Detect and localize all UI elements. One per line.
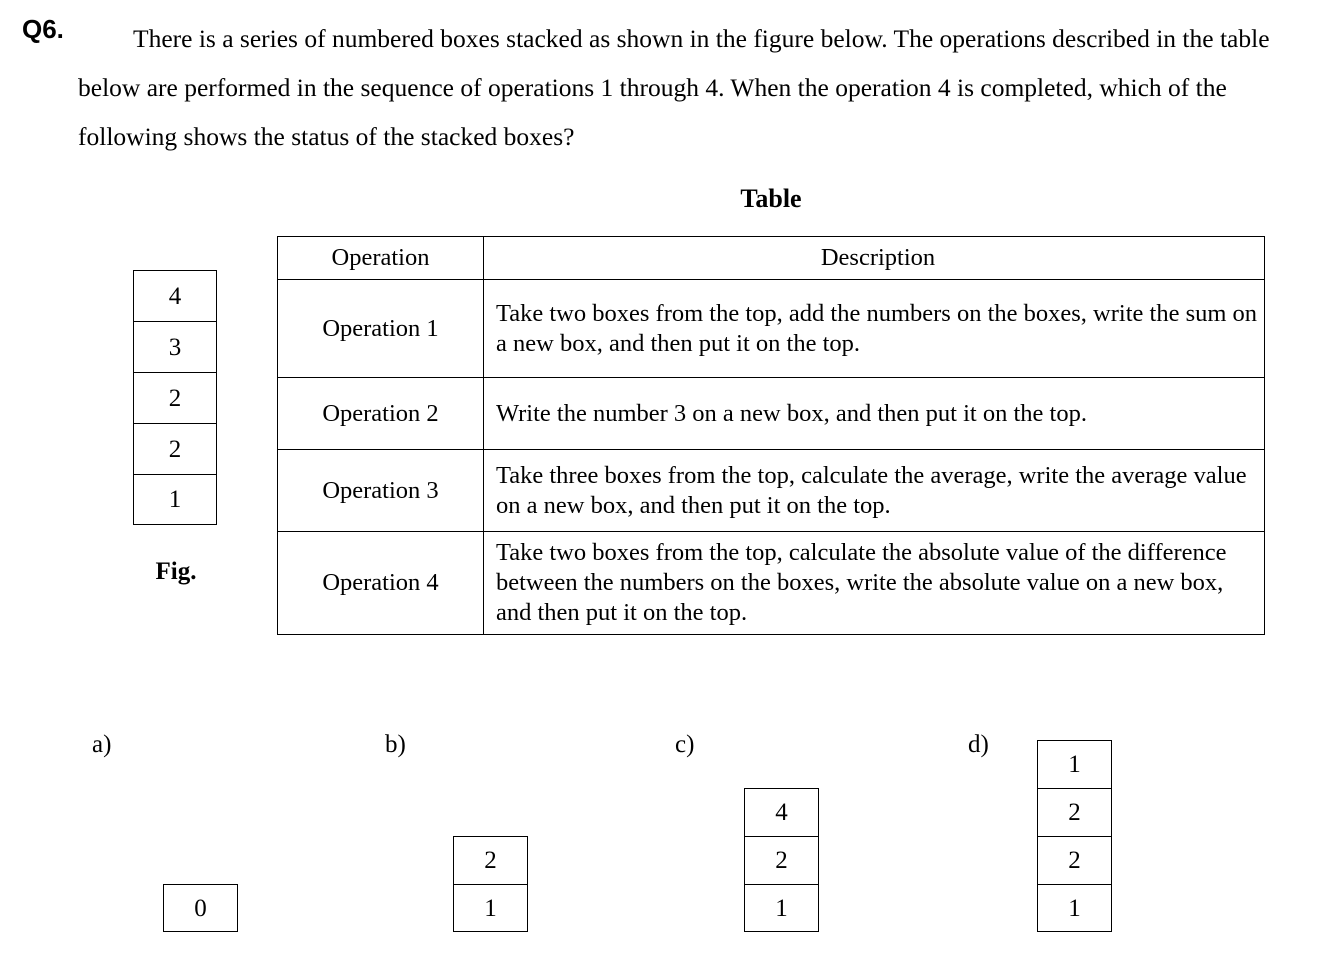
option-box: 1 <box>744 884 819 932</box>
figure-caption: Fig. <box>155 558 197 585</box>
option-box: 4 <box>744 788 819 836</box>
figure-box-stack <box>133 270 219 525</box>
operation-description-cell: Take two boxes from the top, add the numbers on the boxes, write the sum on a new box, and then put it on the top. <box>484 280 1265 378</box>
question-text: There is a series of numbered boxes stacked as shown in the figure below. The operations described in the table below are performed in the sequence of operations 1 through 4. When the operation 4 is completed, which of the following shows the status of the stacked boxes? <box>78 24 1270 151</box>
operation-name-cell: Operation 2 <box>278 378 484 450</box>
option-box: 2 <box>1037 836 1112 884</box>
question-number: Q6. <box>22 14 64 44</box>
option-stack-b[interactable] <box>453 836 528 932</box>
column-header-description: Description <box>484 237 1265 280</box>
option-label-b[interactable]: b) <box>385 731 406 758</box>
table-header-row <box>278 237 1265 280</box>
operation-description-cell: Take two boxes from the top, calculate the absolute value of the difference between the numbers on the boxes, write the absolute value on a new box, and then put it on the top. <box>484 532 1265 635</box>
operation-description-cell: Write the number 3 on a new box, and then put it on the top. <box>484 378 1265 450</box>
option-box: 0 <box>163 884 238 932</box>
figure-box: 4 <box>133 270 217 321</box>
table-row <box>278 378 1265 450</box>
operation-name-cell: Operation 1 <box>278 280 484 378</box>
table-title: Table <box>740 184 802 213</box>
option-stack-c[interactable] <box>744 788 819 932</box>
column-header-operation: Operation <box>278 237 484 280</box>
figure-box: 3 <box>133 321 217 372</box>
table-body <box>278 280 1265 635</box>
option-box: 1 <box>1037 884 1112 932</box>
operation-name-cell: Operation 3 <box>278 450 484 532</box>
option-box: 2 <box>744 836 819 884</box>
operations-table <box>277 236 1265 635</box>
option-label-c[interactable]: c) <box>675 731 695 758</box>
figure-box: 2 <box>133 423 217 474</box>
table-row <box>278 532 1265 635</box>
table-header <box>278 237 1265 280</box>
option-box: 2 <box>1037 788 1112 836</box>
table-row <box>278 280 1265 378</box>
operation-description-cell: Take three boxes from the top, calculate the average, write the average value on a new box, and then put it on the top. <box>484 450 1265 532</box>
figure-box: 2 <box>133 372 217 423</box>
option-label-a[interactable]: a) <box>92 731 112 758</box>
option-stack-a[interactable] <box>163 884 238 932</box>
figure-box: 1 <box>133 474 217 525</box>
option-box: 1 <box>453 884 528 932</box>
option-stack-d[interactable] <box>1037 740 1112 932</box>
table-row <box>278 450 1265 532</box>
option-box: 2 <box>453 836 528 884</box>
option-label-d[interactable]: d) <box>968 731 989 758</box>
option-box: 1 <box>1037 740 1112 788</box>
operation-name-cell: Operation 4 <box>278 532 484 635</box>
